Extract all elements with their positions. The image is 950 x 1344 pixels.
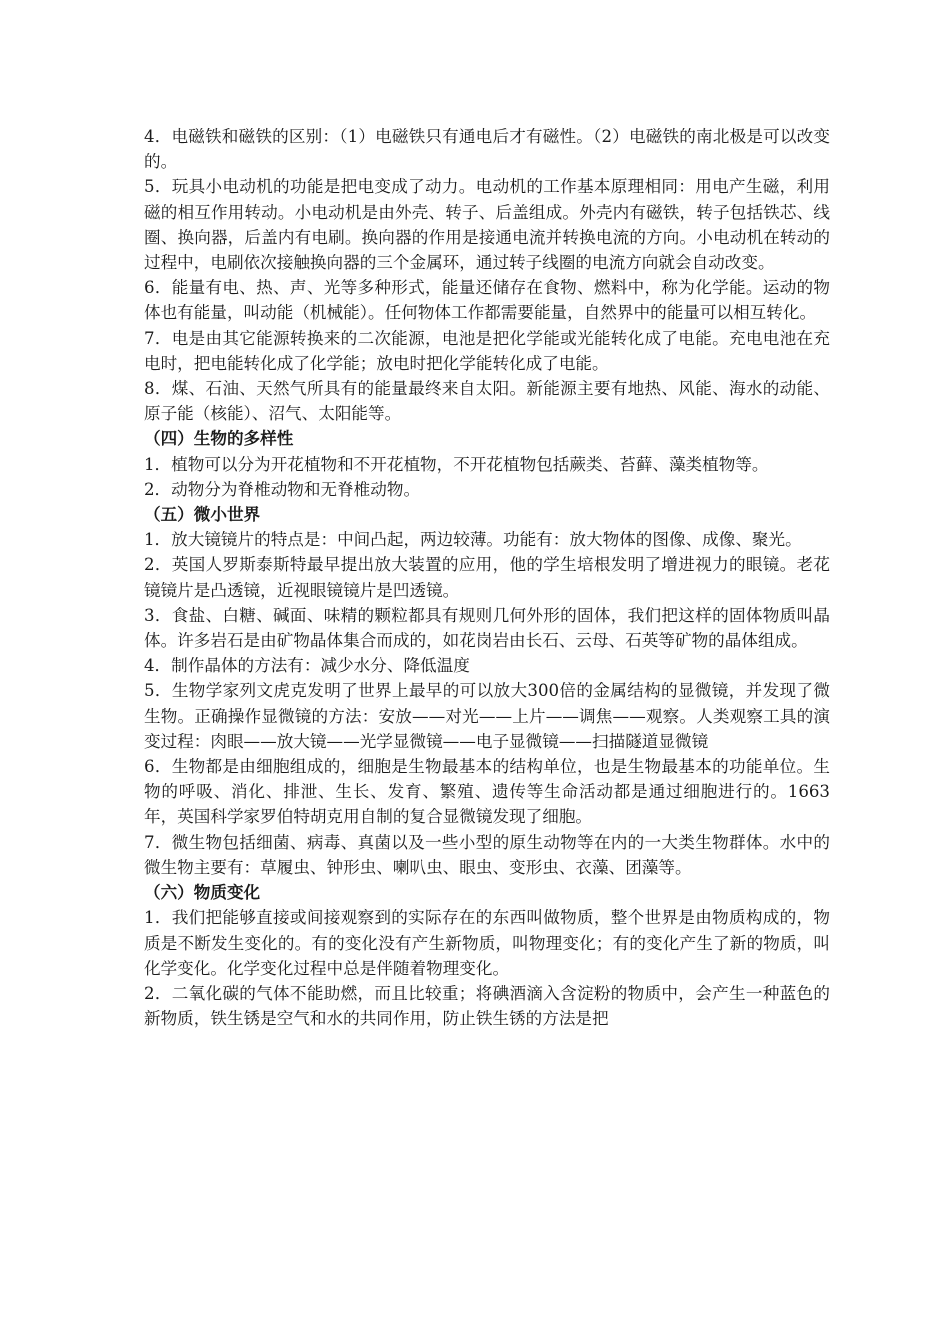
paragraph-glasses: 2．英国人罗斯泰斯特最早提出放大装置的应用，他的学生培根发明了增进视力的眼镜。老花镜镜片是凸透镜，近视眼镜镜片是凹透镜。 [144, 555, 830, 600]
section-heading-micro-world: （五）微小世界 [144, 505, 261, 525]
paragraph-5-motor: 5．玩具小电动机的功能是把电变成了动力。电动机的工作基本原理相同：用电产生磁，利用磁的相互作用转动。小电动机是由外壳、转子、后盖组成。外壳内有磁铁，转子包括铁芯、线圈、换向器，后盖内有电刷。换向器的作用是接通电流并转换电流的方向。小电动机在转动的过程中，电刷依次接触换向器的三个金属环，通过转子线圈的电流方向就会自动改变。 [144, 177, 830, 273]
paragraph-4-electromagnet: 4．电磁铁和磁铁的区别：（1）电磁铁只有通电后才有磁性。（2）电磁铁的南北极是可以改变的。 [144, 127, 830, 172]
paragraph-crystals: 3．食盐、白糖、碱面、味精的颗粒都具有规则几何外形的固体，我们把这样的固体物质叫晶体。许多岩石是由矿物晶体集合而成的，如花岗岩由长石、云母、石英等矿物的晶体组成。 [144, 605, 830, 651]
paragraph-matter: 1．我们把能够直接或间接观察到的实际存在的东西叫做物质，整个世界是由物质构成的，物质是不断发生变化的。有的变化没有产生新物质，叫物理变化；有的变化产生了新的物质，叫化学变化。化学变化过程中总是伴随着物理变化。 [144, 908, 830, 978]
paragraph-microscope: 5．生物学家列文虎克发明了世界上最早的可以放大300倍的金属结构的显微镜，并发现了微生物。正确操作显微镜的方法：安放——对光——上片——调焦——观察。人类观察工具的演变过程：肉眼——放大镜——光学显微镜——电子显微镜——扫描隧道显微镜 [144, 681, 830, 751]
section-heading-biodiversity: （四）生物的多样性 [144, 429, 294, 449]
paragraph-animals: 2．动物分为脊椎动物和无脊椎动物。 [144, 479, 421, 499]
section-heading-matter-change: （六）物质变化 [144, 883, 261, 903]
paragraph-plants: 1．植物可以分为开花植物和不开花植物，不开花植物包括蕨类、苔藓、藻类植物等。 [144, 454, 769, 474]
paragraph-microorganisms: 7．微生物包括细菌、病毒、真菌以及一些小型的原生动物等在内的一大类生物群体。水中的微生物主要有：草履虫、钟形虫、喇叭虫、眼虫、变形虫、衣藻、团藻等。 [144, 832, 830, 877]
paragraph-6-energy: 6．能量有电、热、声、光等多种形式，能量还储存在食物、燃料中，称为化学能。运动的物体也有能量，叫动能（机械能）。任何物体工作都需要能量，自然界中的能量可以相互转化。 [144, 278, 830, 323]
paragraph-cells: 6．生物都是由细胞组成的，细胞是生物最基本的结构单位，也是生物最基本的功能单位。生物的呼吸、消化、排泄、生长、发育、繁殖、遗传等生命活动都是通过细胞进行的。1663年，英国科学家罗伯特胡克用自制的复合显微镜发现了细胞。 [144, 757, 830, 827]
paragraph-8-new-energy: 8．煤、石油、天然气所具有的能量最终来自太阳。新能源主要有地热、风能、海水的动能、原子能（核能）、沼气、太阳能等。 [144, 379, 830, 424]
paragraph-7-electricity: 7．电是由其它能源转换来的二次能源，电池是把化学能或光能转化成了电能。充电电池在充电时，把电能转化成了化学能；放电时把化学能转化成了电能。 [144, 328, 830, 373]
paragraph-crystal-making: 4．制作晶体的方法有：减少水分、降低温度 [144, 656, 470, 676]
paragraph-magnifier: 1．放大镜镜片的特点是：中间凸起，两边较薄。功能有：放大物体的图像、成像、聚光。 [144, 530, 802, 550]
paragraph-co2-rust: 2．二氧化碳的气体不能助燃，而且比较重；将碘酒滴入含淀粉的物质中，会产生一种蓝色的新物质，铁生锈是空气和水的共同作用，防止铁生锈的方法是把 [144, 983, 830, 1029]
